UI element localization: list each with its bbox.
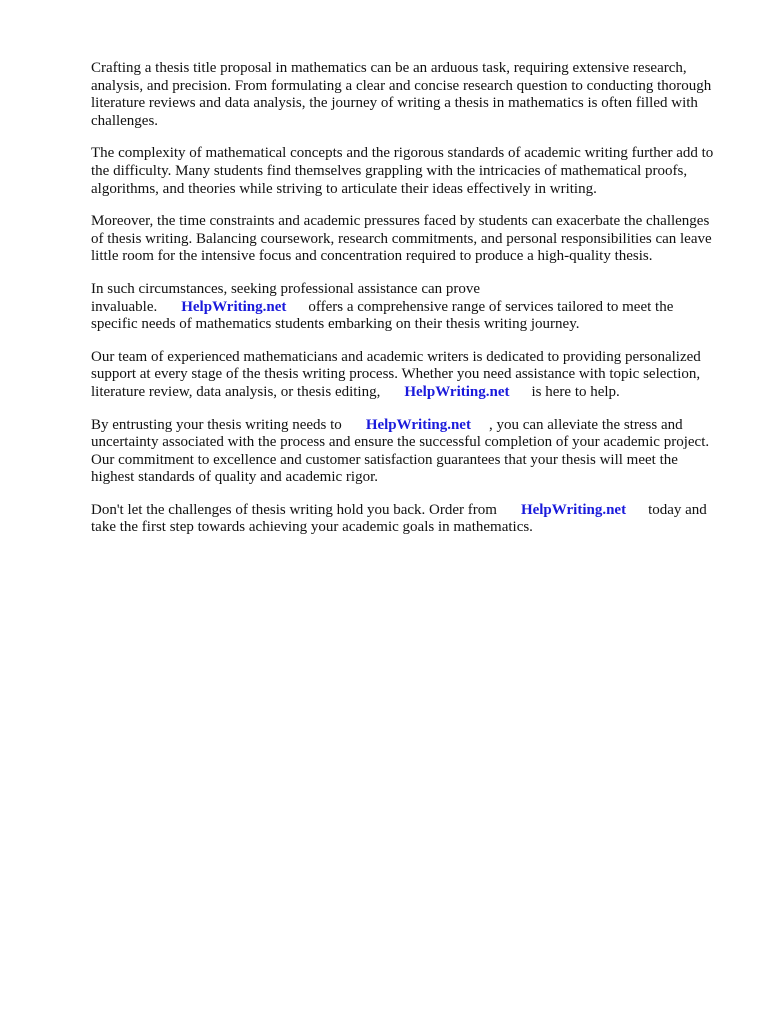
- paragraph-complexity-text: The complexity of mathematical concepts and the rigorous standards of academic writing further add to the difficulty. Many students find themselves grappling with the intricacies of mathematical proofs, algorithms, and theories while striving to articulate their ideas effectively in writing.: [91, 145, 714, 197]
- helpwriting-link-3[interactable]: HelpWriting.net: [365, 416, 471, 433]
- paragraph-cta-text-after: today and take the first step towards achieving your academic goals in mathematics.: [91, 501, 707, 536]
- paragraph-assistance-text-before: In such circumstances, seeking professional assistance can prove invaluable.: [91, 280, 481, 315]
- paragraph-entrusting: [91, 417, 723, 487]
- paragraph-time-constraints: [91, 213, 723, 266]
- helpwriting-link-1[interactable]: HelpWriting.net: [181, 298, 287, 315]
- paragraph-call-to-action: [91, 502, 723, 537]
- document-body: [91, 60, 723, 552]
- helpwriting-link-4[interactable]: HelpWriting.net: [520, 501, 627, 518]
- helpwriting-link-2[interactable]: HelpWriting.net: [404, 383, 510, 400]
- paragraph-assistance: [91, 281, 723, 334]
- paragraph-cta-text-before: Don't let the challenges of thesis writing hold you back. Order from: [91, 501, 497, 518]
- paragraph-intro: [91, 60, 723, 130]
- paragraph-team-text-before: Our team of experienced mathematicians and academic writers is dedicated to providing personalized support at every stage of the thesis writing process. Whether you need assistance with topic selection, literature review, data analysis, or thesis editing,: [91, 348, 701, 400]
- paragraph-time-constraints-text: Moreover, the time constraints and academic pressures faced by students can exacerbate the challenges of thesis writing. Balancing coursework, research commitments, and personal responsibilities can leave little room for the intensive focus and concentration required to produce a high-quality thesis.: [91, 213, 712, 265]
- paragraph-team-text-after: is here to help.: [531, 383, 620, 400]
- paragraph-intro-text: Crafting a thesis title proposal in mathematics can be an arduous task, requiring extensive research, analysis, and precision. From formulating a clear and concise research question to conducting thorough literature reviews and data analysis, the journey of writing a thesis in mathematics is often filled with challenges.: [91, 60, 712, 129]
- paragraph-assistance-text-after: offers a comprehensive range of services tailored to meet the specific needs of mathematics students embarking on their thesis writing journey.: [91, 298, 674, 333]
- paragraph-team: [91, 349, 723, 402]
- paragraph-complexity: [91, 145, 723, 198]
- paragraph-entrusting-text-before: By entrusting your thesis writing needs to: [91, 416, 342, 433]
- paragraph-entrusting-text-after: , you can alleviate the stress and uncertainty associated with the process and ensure the successful completion of your academic project. Our commitment to excellence and customer satisfaction guarantees that your thesis will meet the highest standards of quality and academic rigor.: [91, 416, 710, 486]
